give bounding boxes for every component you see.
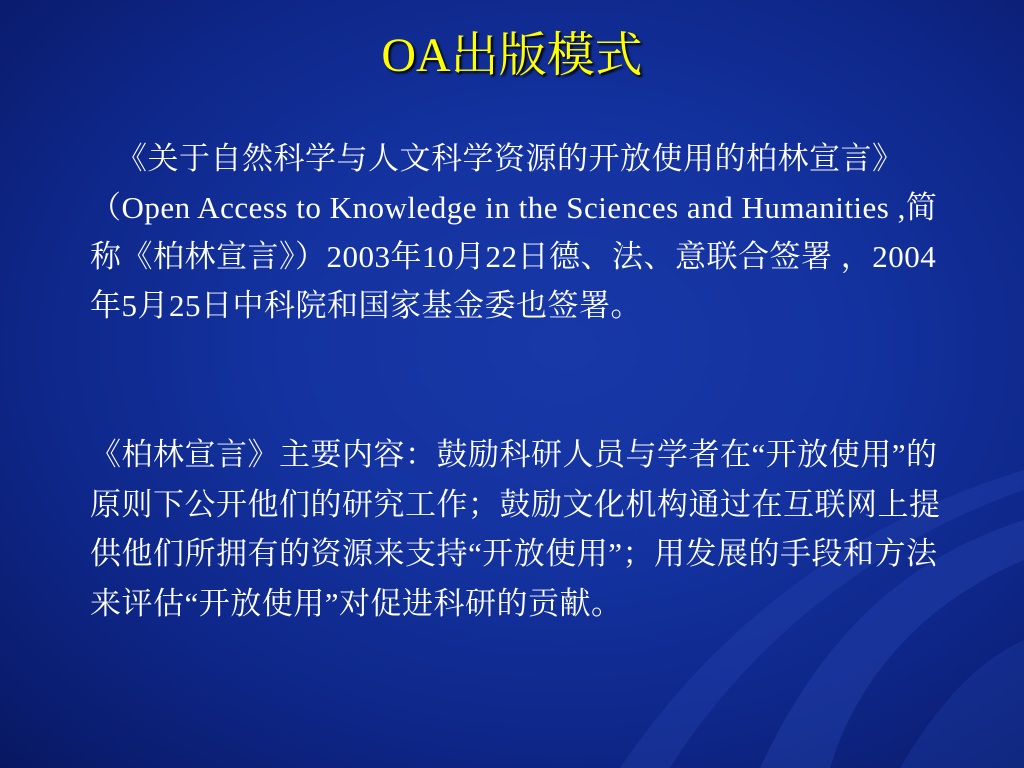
paragraph-1-text: 《关于自然科学与人文科学资源的开放使用的柏林宣言》（Open Access to Knowledge in the Sciences and Humanities ,简称《柏林宣言》）2003年10月22日德、法、意联合签署 ，2004年5月25日中科院和国家基金委也签署。 <box>90 141 938 323</box>
paragraph-berlin-declaration-content: 《柏林宣言》主要内容：鼓励科研人员与学者在“开放使用”的原则下公开他们的研究工作；鼓励文化机构通过在互联网上提供他们所拥有的资源来支持“开放使用”；用发展的手段和方法来评估“开放使用”对促进科研的贡献。 <box>90 437 941 621</box>
slide-title: OA出版模式 <box>381 29 643 82</box>
paragraph-berlin-declaration-intro <box>90 134 960 330</box>
